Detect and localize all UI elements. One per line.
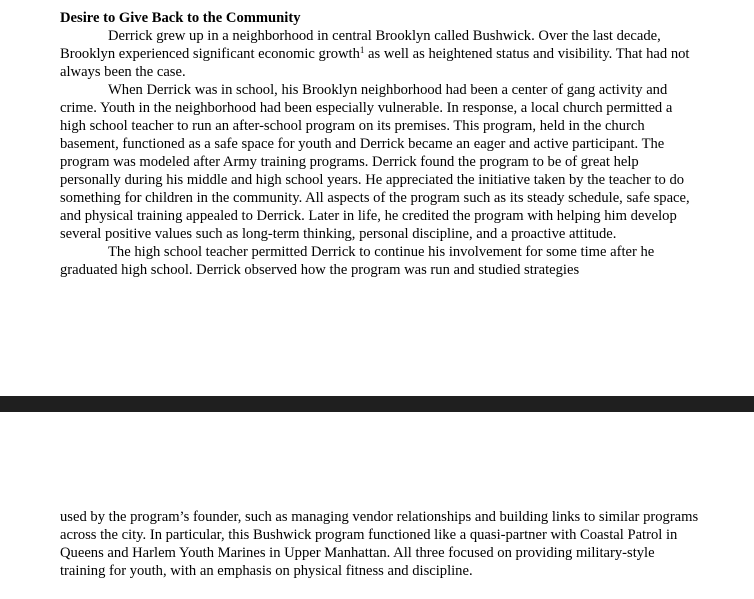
- page-1-text: [60, 9, 700, 279]
- footnote-mark[interactable]: 1: [359, 45, 365, 55]
- paragraph-1: [60, 27, 700, 81]
- paragraph-1-text-b: as well as heightened status and visibility. That had not always been the case.: [60, 46, 690, 80]
- paragraph-1-text-a: Derrick grew up in a neighborhood in central Brooklyn called Bushwick. Over the last decade, Brooklyn experienced significant economic growth: [60, 28, 661, 62]
- paragraph-2: When Derrick was in school, his Brooklyn neighborhood had been a center of gang activity and crime. Youth in the neighborhood had been especially vulnerable. In response, a local church permitted a high school teacher to run an after-school program on its premises. This program, held in the church basement, functioned as a safe space for youth and Derrick became an eager and active participant. The program was modeled after Army training programs. Derrick found the program to be of great help personally during his middle and high school years. He appreciated the initiative taken by the teacher to do something for children in the community. All aspects of the program such as its steady schedule, safe space, and physical training appealed to Derrick. Later in life, he credited the program with helping him develop several positive values such as long-term thinking, personal discipline, and a proactive attitude.: [60, 82, 690, 242]
- paragraph-3: The high school teacher permitted Derrick to continue his involvement for some time after he graduated high school. Derrick observed how the program was run and studied strategies: [60, 244, 655, 278]
- section-heading: Desire to Give Back to the Community: [60, 10, 301, 26]
- page-2-text: [60, 508, 700, 580]
- page-separator: [0, 396, 754, 412]
- paragraph-3-continued: used by the program’s founder, such as managing vendor relationships and building links to similar programs across the city. In particular, this Bushwick program functioned like a quasi-partner with Coastal Patrol in Queens and Harlem Youth Marines in Upper Manhattan. All three focused on providing military-style training for youth, with an emphasis on physical fitness and discipline.: [60, 509, 699, 579]
